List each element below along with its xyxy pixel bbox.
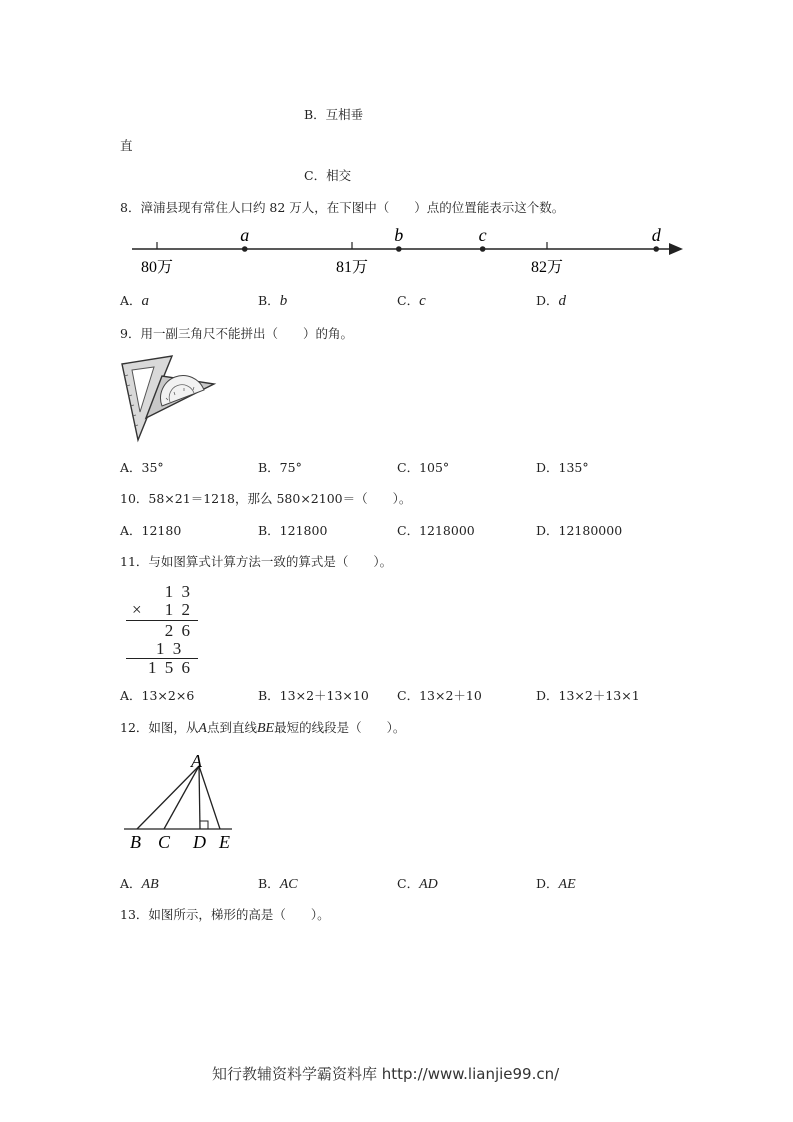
calc-row-1: 1 3 (164, 582, 192, 601)
label-d: D (193, 832, 206, 852)
q12-option-a[interactable] (120, 874, 159, 893)
label-a: A (191, 751, 202, 771)
q11-option-a[interactable]: A．13×2×6 (120, 688, 195, 703)
question-13-text: 13．如图所示，梯形的高是（ ）。 (120, 907, 330, 922)
option-b-prev-wrap: 直 (120, 138, 133, 153)
calc-row-3: 2 6 (164, 621, 192, 640)
option-prefix: A． (120, 293, 142, 308)
label-c: C (158, 832, 171, 852)
number-line-point-label: b (394, 225, 404, 245)
q11-option-b[interactable]: B．13×2＋13×10 (258, 688, 369, 703)
number-line-point-c (480, 246, 486, 252)
calc-row-2: 1 2 (164, 600, 192, 619)
number-line-point-d (653, 246, 659, 252)
q11-option-d[interactable]: D．13×2＋13×1 (536, 688, 640, 703)
number-line-point-label: c (478, 225, 487, 245)
q10-option-d[interactable]: D．12180000 (536, 523, 623, 538)
calc-row-4: 1 3 (156, 639, 184, 658)
q8-option-b[interactable] (258, 291, 287, 310)
number-line-point-b (396, 246, 402, 252)
calc-multiply-sign: × (132, 600, 142, 619)
segment-ae (199, 766, 220, 829)
option-prefix: D． (536, 293, 559, 308)
option-prefix: C． (397, 876, 420, 891)
triangle-figure (120, 750, 240, 856)
q12-point-label: A (198, 721, 207, 736)
q10-option-b[interactable]: B．121800 (258, 523, 328, 538)
number-line-tick-label: 80万 (140, 259, 174, 276)
option-prefix: D． (536, 876, 559, 891)
q9-option-b[interactable]: B．75° (258, 460, 302, 475)
question-12-text (120, 718, 405, 737)
number-line-tick-label: 82万 (530, 259, 564, 276)
q12-text-suffix: 最短的线段是（ ）。 (274, 720, 406, 735)
vertical-multiplication (124, 582, 200, 678)
option-b-prev: B．互相垂 (304, 107, 364, 122)
q12-text-mid: 点到直线 (206, 720, 257, 735)
q10-option-c[interactable]: C．1218000 (397, 523, 475, 538)
question-10-text: 10．58×21＝1218，那么 580×2100＝（ ）。 (120, 491, 412, 506)
q9-option-a[interactable]: A．35° (120, 460, 164, 475)
right-angle-mark (200, 821, 208, 829)
segment-ac (164, 766, 199, 829)
option-prefix: B． (258, 293, 280, 308)
question-8-text: 8．漳浦县现有常住人口约 82 万人，在下图中（ ）点的位置能表示这个数。 (120, 200, 565, 215)
option-prefix: C． (397, 293, 420, 308)
calc-row-5: 1 5 6 (148, 658, 192, 677)
label-e: E (219, 832, 230, 852)
label-b: B (130, 832, 141, 852)
set-squares-image (118, 354, 218, 444)
q9-option-c[interactable]: C．105° (397, 460, 450, 475)
option-value: b (279, 293, 288, 309)
q10-option-a[interactable]: A．12180 (120, 523, 182, 538)
q12-line-label: BE (256, 721, 275, 736)
question-11-text: 11．与如图算式计算方法一致的算式是（ ）。 (120, 554, 393, 569)
number-line-arrow (669, 243, 683, 255)
question-9-text: 9．用一副三角尺不能拼出（ ）的角。 (120, 326, 353, 341)
q8-option-d[interactable] (536, 291, 566, 310)
option-value: AE (558, 877, 576, 892)
number-line-point-a (242, 246, 248, 252)
q8-option-a[interactable] (120, 291, 149, 310)
number-line-point-label: d (651, 225, 661, 245)
option-prefix: A． (120, 876, 142, 891)
option-prefix: B． (258, 876, 280, 891)
option-value: c (419, 293, 426, 309)
q9-option-d[interactable]: D．135° (536, 460, 589, 475)
number-line-tick-label: 81万 (335, 259, 369, 276)
q12-option-d[interactable] (536, 874, 576, 893)
number-line-figure (125, 222, 690, 282)
option-value: AB (141, 877, 159, 892)
q12-option-b[interactable] (258, 874, 298, 893)
segment-ad (199, 766, 200, 829)
option-value: d (558, 293, 567, 309)
option-value: a (141, 293, 150, 309)
q8-option-c[interactable] (397, 291, 426, 310)
footer-watermark: 知行教辅资料学霸资料库 http://www.lianjie99.cn/ (212, 1065, 560, 1083)
option-value: AD (419, 877, 438, 892)
q12-text-prefix: 12．如图，从 (120, 720, 199, 735)
q11-option-c[interactable]: C．13×2＋10 (397, 688, 482, 703)
segment-ab (137, 766, 199, 829)
q12-option-c[interactable] (397, 874, 438, 893)
number-line-point-label: a (240, 225, 250, 245)
option-c-prev: C．相交 (304, 168, 352, 183)
option-value: AC (279, 877, 298, 892)
